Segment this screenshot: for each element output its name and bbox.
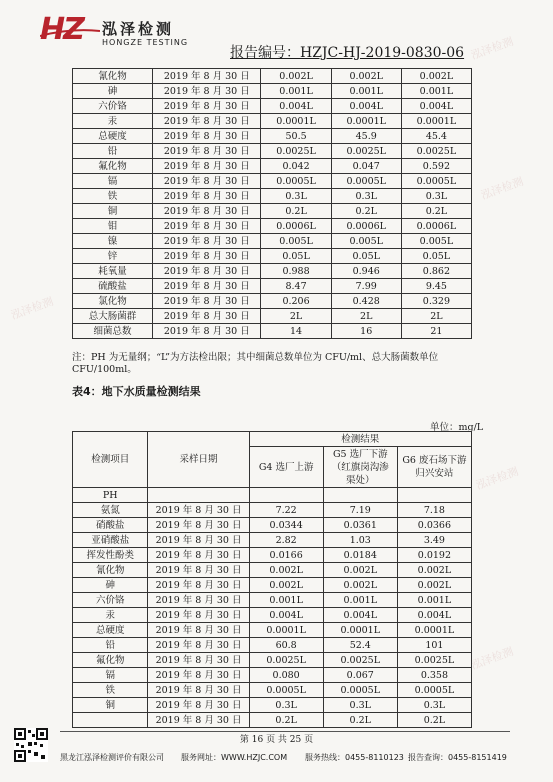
table-header-row [73, 432, 472, 447]
cell-item: 砷 [73, 84, 153, 99]
cell-value: 0.0344 [249, 518, 323, 533]
cell-value: 0.0366 [397, 518, 471, 533]
header-date: 采样日期 [148, 432, 249, 488]
cell-item: 汞 [73, 114, 153, 129]
cell-value: 0.002L [397, 563, 471, 578]
cell-value: 1.03 [323, 533, 397, 548]
cell-date: 2019 年 8 月 30 日 [153, 114, 261, 129]
cell-item: 耗氧量 [73, 264, 153, 279]
cell-value: 7.18 [397, 503, 471, 518]
table-row [73, 683, 472, 698]
cell-value: 0.3L [397, 698, 471, 713]
table-note: 注：PH 为无量纲；“L”为方法检出限；其中细菌总数单位为 CFU/ml、总大肠菌数单位 CFU/100ml。 [72, 352, 439, 375]
cell-item: 总硬度 [73, 623, 148, 638]
cell-date: 2019 年 8 月 30 日 [148, 713, 249, 728]
cell-value: 45.9 [331, 129, 401, 144]
cell-date: 2019 年 8 月 30 日 [153, 204, 261, 219]
cell-value: 0.001L [397, 593, 471, 608]
cell-date: 2019 年 8 月 30 日 [148, 503, 249, 518]
cell-value: 0.004L [249, 608, 323, 623]
cell-value: 0.3L [249, 698, 323, 713]
cell-value: 0.0001L [397, 623, 471, 638]
cell-item: 铅 [73, 638, 148, 653]
cell-date: 2019 年 8 月 30 日 [153, 69, 261, 84]
table-row [73, 653, 472, 668]
table-row [73, 129, 472, 144]
cell-value: 0.0001L [401, 114, 471, 129]
cell-date: 2019 年 8 月 30 日 [148, 593, 249, 608]
cell-value: 0.005L [331, 234, 401, 249]
table-row [73, 638, 472, 653]
cell-value: 0.067 [323, 668, 397, 683]
cell-value: 0.002L [397, 578, 471, 593]
table-row [73, 698, 472, 713]
cell-date: 2019 年 8 月 30 日 [148, 653, 249, 668]
table-row [73, 518, 472, 533]
cell-value: 0.004L [331, 99, 401, 114]
cell-value: 2L [331, 309, 401, 324]
cell-item: 硝酸盐 [73, 518, 148, 533]
table-row [73, 279, 472, 294]
cell-value: 0.2L [323, 713, 397, 728]
cell-value: 7.19 [323, 503, 397, 518]
cell-value: 0.0006L [261, 219, 331, 234]
results-table-continued [72, 68, 472, 339]
cell-item: 总大肠菌群 [73, 309, 153, 324]
watermark: 泓泽检测 [479, 174, 526, 203]
footer-website: 服务网址：WWW.HZJC.COM [181, 753, 288, 762]
cell-item: 铅 [73, 144, 153, 159]
cell-value: 0.001L [331, 84, 401, 99]
cell-value: 16 [331, 324, 401, 339]
cell-value: 0.005L [261, 234, 331, 249]
footer-company: 黑龙江泓泽检测评价有限公司 [60, 753, 164, 762]
cell-value: 0.080 [249, 668, 323, 683]
watermark: 泓泽检测 [474, 464, 521, 493]
table-row [73, 159, 472, 174]
cell-value: 0.0001L [331, 114, 401, 129]
table-row [73, 608, 472, 623]
cell-item: 镉 [73, 174, 153, 189]
cell-date: 2019 年 8 月 30 日 [153, 129, 261, 144]
cell-date: 2019 年 8 月 30 日 [153, 189, 261, 204]
cell-date: 2019 年 8 月 30 日 [148, 608, 249, 623]
cell-value: 0.0025L [397, 653, 471, 668]
cell-item [73, 713, 148, 728]
cell-value: 3.49 [397, 533, 471, 548]
cell-value: 0.2L [331, 204, 401, 219]
table-row [73, 174, 472, 189]
cell-item: 氨氮 [73, 503, 148, 518]
table-row [73, 503, 472, 518]
cell-value: 0.3L [401, 189, 471, 204]
cell-value: 0.3L [323, 698, 397, 713]
cell-item: 锌 [73, 249, 153, 264]
header-g5: G5 选厂下游（红旗岗沟渗渠处） [323, 447, 397, 488]
watermark: 泓泽检测 [9, 294, 56, 323]
table-row [73, 593, 472, 608]
cell-value: 0.0001L [323, 623, 397, 638]
cell-date: 2019 年 8 月 30 日 [148, 638, 249, 653]
cell-value [249, 488, 323, 503]
cell-item: 氟化物 [73, 159, 153, 174]
cell-value: 2L [261, 309, 331, 324]
cell-value: 7.99 [331, 279, 401, 294]
cell-date: 2019 年 8 月 30 日 [153, 324, 261, 339]
cell-date: 2019 年 8 月 30 日 [153, 84, 261, 99]
cell-value: 2L [401, 309, 471, 324]
cell-item: 氯化物 [73, 294, 153, 309]
table-row [73, 189, 472, 204]
cell-item: 氟化物 [73, 653, 148, 668]
cell-date: 2019 年 8 月 30 日 [153, 249, 261, 264]
cell-value: 0.2L [401, 204, 471, 219]
cell-date [148, 488, 249, 503]
cell-date: 2019 年 8 月 30 日 [153, 309, 261, 324]
table-row [73, 69, 472, 84]
cell-item: 铜 [73, 698, 148, 713]
company-name-cn: 泓泽检测 [102, 20, 175, 38]
table-row [73, 144, 472, 159]
cell-date: 2019 年 8 月 30 日 [148, 623, 249, 638]
table-row [73, 294, 472, 309]
cell-date: 2019 年 8 月 30 日 [153, 174, 261, 189]
cell-date: 2019 年 8 月 30 日 [153, 144, 261, 159]
cell-value: 0.0005L [401, 174, 471, 189]
cell-item: 挥发性酚类 [73, 548, 148, 563]
table-row [73, 84, 472, 99]
cell-value: 0.004L [401, 99, 471, 114]
cell-value: 0.2L [249, 713, 323, 728]
cell-date: 2019 年 8 月 30 日 [148, 683, 249, 698]
cell-item: 细菌总数 [73, 324, 153, 339]
cell-value: 0.002L [401, 69, 471, 84]
company-logo: HZ [40, 12, 83, 47]
table-row [73, 264, 472, 279]
cell-item: 镍 [73, 234, 153, 249]
cell-value: 7.22 [249, 503, 323, 518]
cell-value: 0.0005L [331, 174, 401, 189]
cell-value: 0.329 [401, 294, 471, 309]
table-row [73, 533, 472, 548]
cell-value: 0.0025L [401, 144, 471, 159]
cell-date: 2019 年 8 月 30 日 [148, 533, 249, 548]
cell-value: 0.002L [249, 563, 323, 578]
footer-report-phone: 报告查询：0455-8151419 [408, 753, 507, 762]
cell-value: 0.0025L [261, 144, 331, 159]
cell-date: 2019 年 8 月 30 日 [148, 668, 249, 683]
table-row [73, 99, 472, 114]
table-row [73, 548, 472, 563]
cell-item: 钼 [73, 219, 153, 234]
cell-item: 铁 [73, 683, 148, 698]
table-row [73, 324, 472, 339]
cell-value: 9.45 [401, 279, 471, 294]
header-result: 检测结果 [249, 432, 471, 447]
cell-value: 8.47 [261, 279, 331, 294]
cell-value: 0.0006L [401, 219, 471, 234]
cell-value: 101 [397, 638, 471, 653]
cell-date: 2019 年 8 月 30 日 [148, 563, 249, 578]
cell-item: 六价铬 [73, 593, 148, 608]
cell-value: 0.001L [261, 84, 331, 99]
table-row [73, 668, 472, 683]
cell-date: 2019 年 8 月 30 日 [153, 264, 261, 279]
cell-item: PH [73, 488, 148, 503]
cell-value: 0.05L [331, 249, 401, 264]
cell-value: 0.002L [323, 563, 397, 578]
cell-date: 2019 年 8 月 30 日 [148, 698, 249, 713]
cell-value: 0.592 [401, 159, 471, 174]
header-item: 检测项目 [73, 432, 148, 488]
cell-value: 0.001L [249, 593, 323, 608]
cell-date: 2019 年 8 月 30 日 [148, 548, 249, 563]
cell-date: 2019 年 8 月 30 日 [153, 219, 261, 234]
cell-item: 铁 [73, 189, 153, 204]
header-g4: G4 选厂上游 [249, 447, 323, 488]
cell-item: 总硬度 [73, 129, 153, 144]
cell-value: 0.206 [261, 294, 331, 309]
cell-date: 2019 年 8 月 30 日 [153, 279, 261, 294]
table-row [73, 578, 472, 593]
unit-label: 单位：mg/L [430, 422, 484, 433]
cell-value: 0.0001L [261, 114, 331, 129]
cell-value: 0.946 [331, 264, 401, 279]
cell-value: 0.428 [331, 294, 401, 309]
cell-item: 氰化物 [73, 563, 148, 578]
cell-value: 0.05L [261, 249, 331, 264]
table-row [73, 563, 472, 578]
cell-value: 0.2L [261, 204, 331, 219]
cell-value: 0.0025L [331, 144, 401, 159]
footer-service-phone: 服务热线：0455-8110123 [305, 753, 404, 762]
table-title: 表4：地下水质量检测结果 [72, 385, 201, 398]
cell-value: 0.3L [261, 189, 331, 204]
qr-code-icon [14, 728, 48, 762]
cell-item: 铜 [73, 204, 153, 219]
cell-value: 0.0166 [249, 548, 323, 563]
cell-value: 14 [261, 324, 331, 339]
cell-value: 0.358 [397, 668, 471, 683]
cell-value: 0.0005L [397, 683, 471, 698]
cell-value: 60.8 [249, 638, 323, 653]
watermark: 泓泽检测 [469, 34, 516, 63]
cell-value: 0.0184 [323, 548, 397, 563]
cell-value: 0.001L [401, 84, 471, 99]
cell-date: 2019 年 8 月 30 日 [153, 159, 261, 174]
cell-value: 0.042 [261, 159, 331, 174]
header-g6: G6 废石场下游归兴安站 [397, 447, 471, 488]
cell-value: 0.004L [261, 99, 331, 114]
report-number: 报告编号：HZJC-HJ-2019-0830-06 [230, 45, 465, 61]
cell-value: 21 [401, 324, 471, 339]
cell-date: 2019 年 8 月 30 日 [153, 234, 261, 249]
cell-value: 0.0005L [261, 174, 331, 189]
table-row [73, 219, 472, 234]
cell-value: 2.82 [249, 533, 323, 548]
cell-value: 0.2L [397, 713, 471, 728]
cell-value: 0.0192 [397, 548, 471, 563]
cell-value: 52.4 [323, 638, 397, 653]
cell-value: 0.3L [331, 189, 401, 204]
cell-item: 亚硝酸盐 [73, 533, 148, 548]
cell-value: 0.001L [323, 593, 397, 608]
table-row [73, 234, 472, 249]
table-row [73, 114, 472, 129]
cell-value: 0.047 [331, 159, 401, 174]
cell-value: 0.002L [331, 69, 401, 84]
cell-item: 六价铬 [73, 99, 153, 114]
cell-value: 0.988 [261, 264, 331, 279]
table-row [73, 204, 472, 219]
cell-date: 2019 年 8 月 30 日 [148, 578, 249, 593]
groundwater-results-table [72, 431, 472, 728]
cell-value: 0.004L [397, 608, 471, 623]
cell-value: 50.5 [261, 129, 331, 144]
cell-item: 硫酸盐 [73, 279, 153, 294]
cell-item: 汞 [73, 608, 148, 623]
cell-value: 0.0025L [323, 653, 397, 668]
cell-date: 2019 年 8 月 30 日 [153, 294, 261, 309]
cell-value: 0.0025L [249, 653, 323, 668]
cell-value: 0.0005L [249, 683, 323, 698]
table-row [73, 488, 472, 503]
table-row [73, 309, 472, 324]
cell-item: 砷 [73, 578, 148, 593]
cell-value: 0.002L [323, 578, 397, 593]
logo-swoosh-icon [40, 28, 100, 38]
cell-value: 0.004L [323, 608, 397, 623]
cell-value: 0.0005L [323, 683, 397, 698]
page-number: 第 16 页 共 25 页 [239, 735, 314, 745]
cell-date: 2019 年 8 月 30 日 [148, 518, 249, 533]
cell-value: 0.005L [401, 234, 471, 249]
cell-value: 0.0006L [331, 219, 401, 234]
cell-value: 0.0361 [323, 518, 397, 533]
table-row [73, 623, 472, 638]
cell-value: 0.002L [261, 69, 331, 84]
cell-item: 氰化物 [73, 69, 153, 84]
table-row [73, 713, 472, 728]
cell-date: 2019 年 8 月 30 日 [153, 99, 261, 114]
watermark: 泓泽检测 [469, 644, 516, 673]
cell-value: 0.002L [249, 578, 323, 593]
cell-value [397, 488, 471, 503]
cell-value: 0.862 [401, 264, 471, 279]
cell-value [323, 488, 397, 503]
cell-value: 0.05L [401, 249, 471, 264]
company-name-en: HONGZE TESTING [102, 38, 189, 47]
table-row [73, 249, 472, 264]
cell-item: 镉 [73, 668, 148, 683]
cell-value: 45.4 [401, 129, 471, 144]
cell-value: 0.0001L [249, 623, 323, 638]
report-header [40, 10, 520, 62]
